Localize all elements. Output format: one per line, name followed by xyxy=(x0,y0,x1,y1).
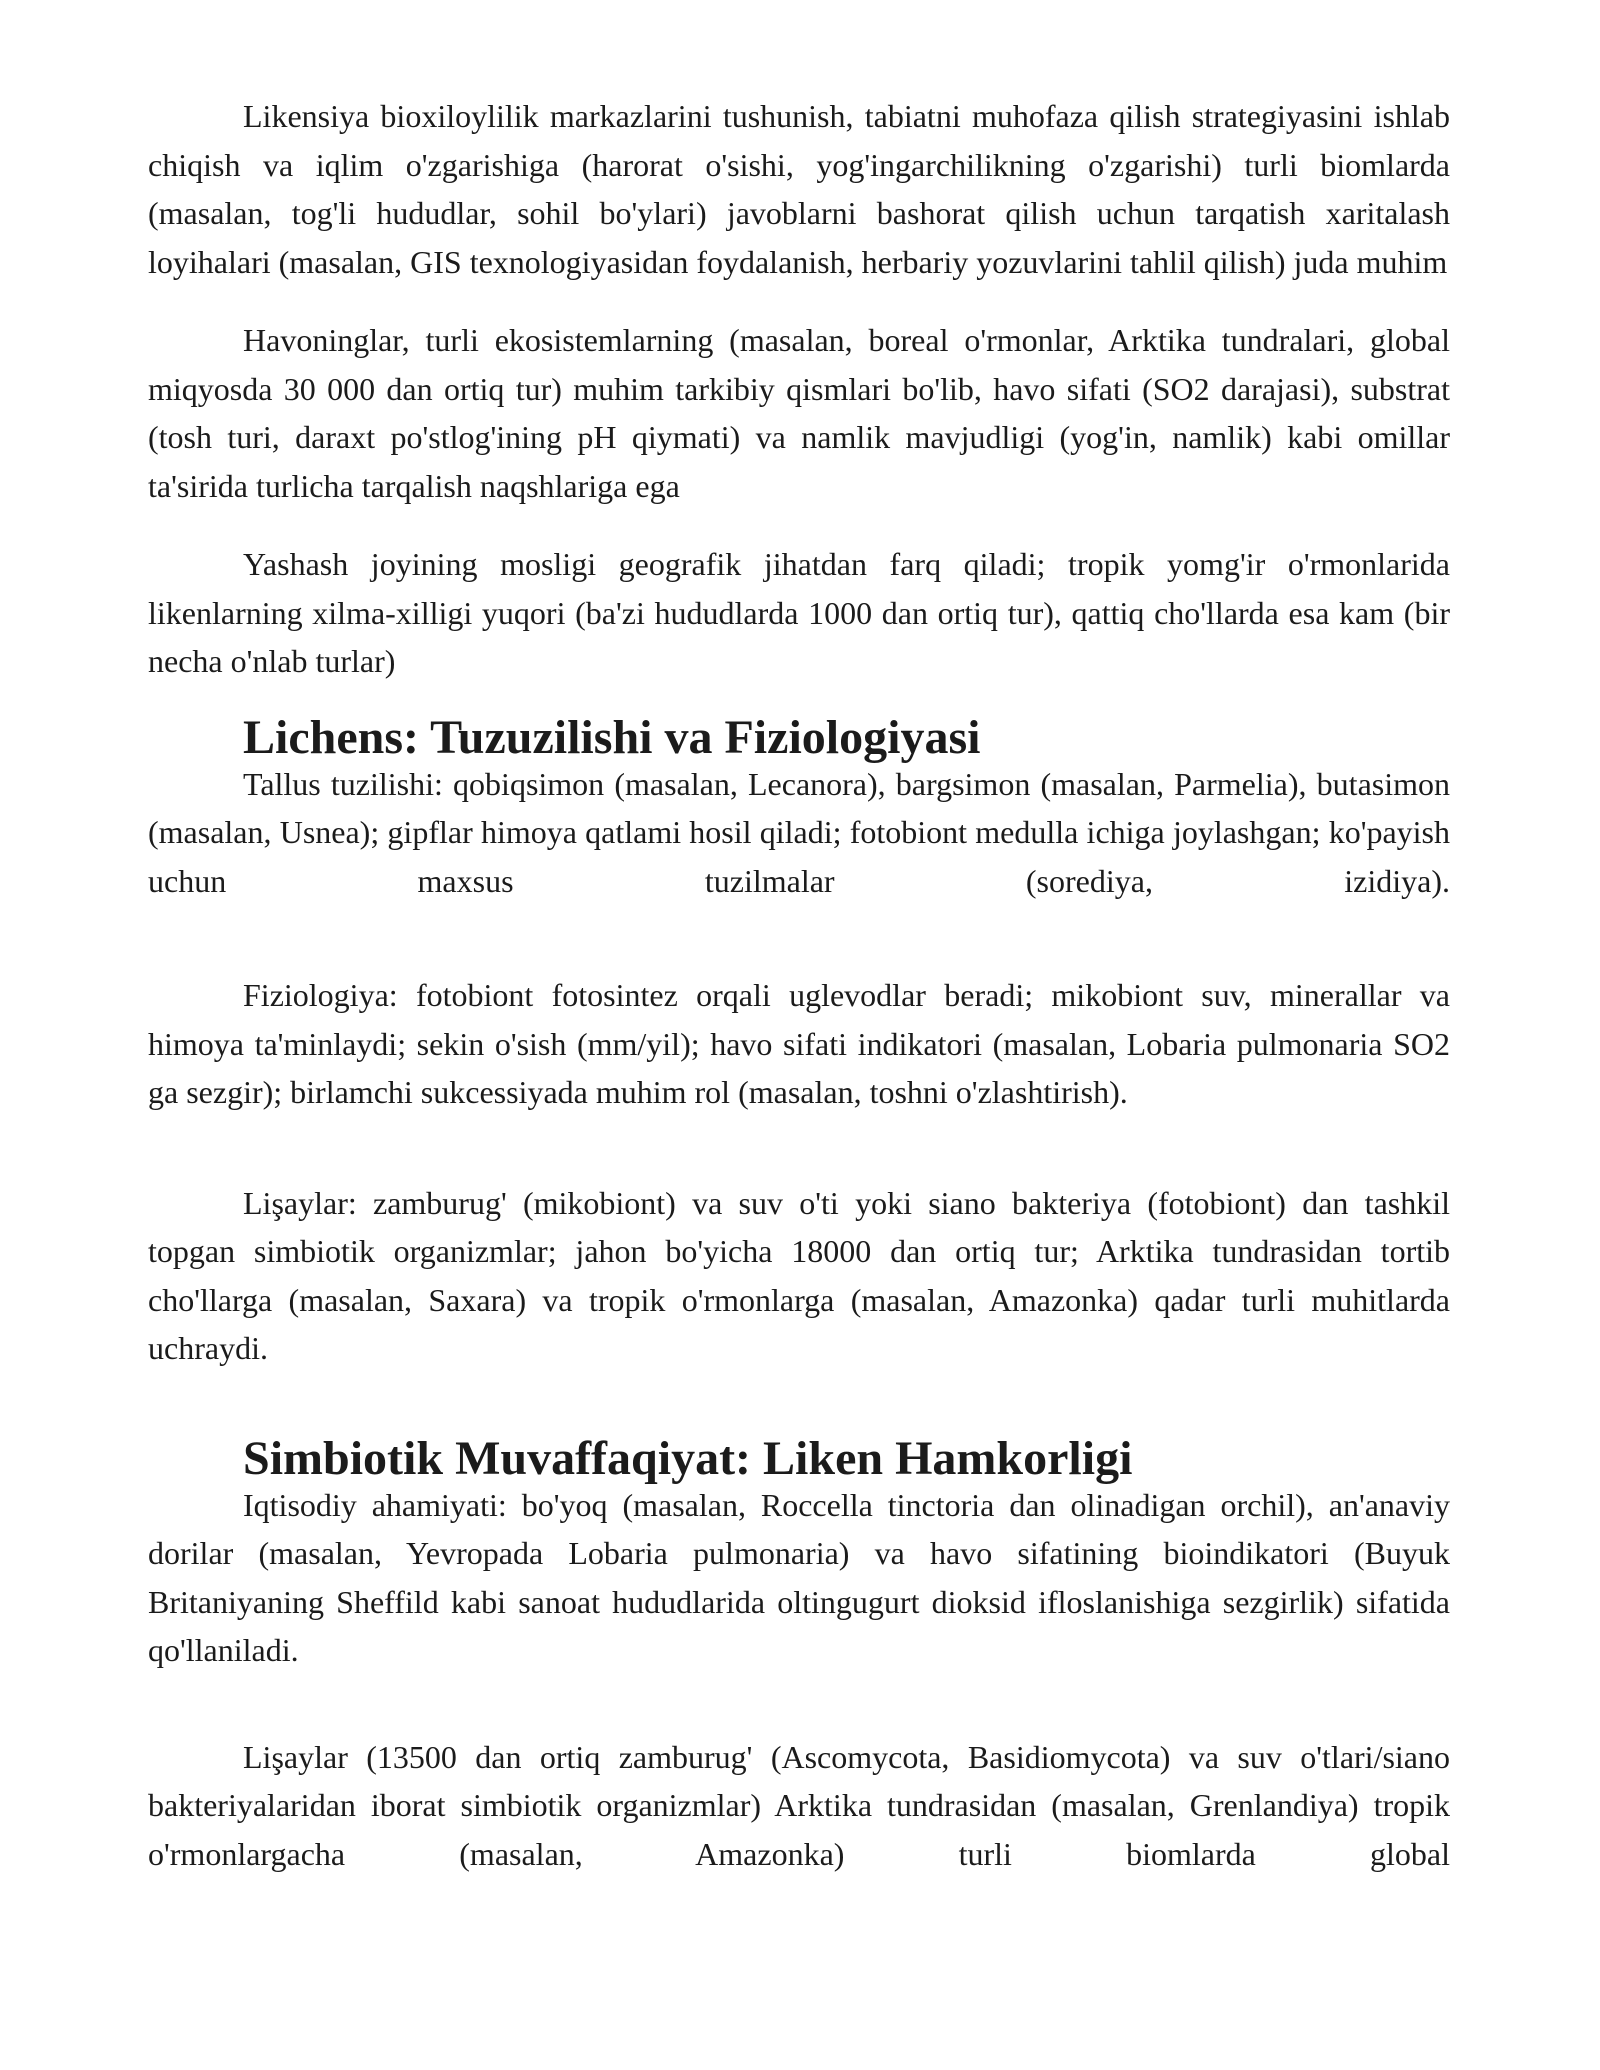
paragraph-havoninglar-distribution: Havoninglar, turli ekosistemlarning (masalan, boreal o'rmonlar, Arktika tundralari, global miqyosda 30 000 dan ortiq tur) muhim tarkibiy qismlari bo'lib, havo sifati (SO2 darajasi), substrat (tosh turi, daraxt po'stlog'ining pH qiymati) va namlik mavjudligi (yog'in, namlik) kabi omillar ta'sirida turlicha tarqalish naqshlariga ega xyxy=(148,322,1450,504)
paragraph-lisaylar-global-distribution: Lişaylar (13500 dan ortiq zamburug' (Ascomycota, Basidiomycota) va suv o'tlari/siano bakteriyalaridan iborat simbiotik organizmlar) Arktika tundrasidan (masalan, Grenlandiya) tropik o'rmonlargacha (masalan, Amazonka) turli biomlarda global xyxy=(148,1738,1450,1872)
document-body xyxy=(148,92,1450,1878)
paragraph-physiology: Fiziologiya: fotobiont fotosintez orqali uglevodlar beradi; mikobiont suv, minerallar va himoya ta'minlaydi; sekin o'sish (mm/yil); havo sifati indikatori (masalan, Lobaria pulmonaria SO2 ga sezgir); birlamchi sukcessiyada muhim rol (masalan, toshni o'zlashtirish). xyxy=(148,977,1450,1110)
paragraph-habitat-suitability: Yashash joyining mosligi geografik jihatdan farq qiladi; tropik yomg'ir o'rmonlarida likenlarning xilma-xilligi yuqori (ba'zi hududlarda 1000 dan ortiq tur), qattiq cho'llarda esa kam (bir necha o'nlab turlar) xyxy=(148,546,1450,679)
paragraph-economic-importance: Iqtisodiy ahamiyati: bo'yoq (masalan, Roccella tinctoria dan olinadigan orchil), an'anaviy dorilar (masalan, Yevropada Lobaria pulmonaria) va havo sifatining bioindikatori (Buyuk Britaniyaning Sheffild kabi sanoat hududlarida oltingugurt dioksid ifloslanishiga sezgirlik) sifatida qo'llaniladi. xyxy=(148,1486,1450,1668)
paragraph-thallus-structure: Tallus tuzilishi: qobiqsimon (masalan, Lecanora), bargsimon (masalan, Parmelia), butasimon (masalan, Usnea); gipflar himoya qatlami hosil qiladi; fotobiont medulla ichiga joylashgan; ko'payish uchun maxsus tuzilmalar (sorediya, izidiya). xyxy=(148,765,1450,899)
paragraph-lichen-biodiversity-hotspots: Likensiya bioxiloylilik markazlarini tushunish, tabiatni muhofaza qilish strategiyasini ishlab chiqish va iqlim o'zgarishiga (harorat o'sishi, yog'ingarchilikning o'zgarishi) turli biomlarda (masalan, tog'li hududlar, sohil bo'ylari) javoblarni bashorat qilish uchun tarqatish xaritalash loyihalari (masalan, GIS texnologiyasidan foydalanish, herbariy yozuvlarini tahlil qilish) juda muhim xyxy=(148,98,1450,280)
paragraph-lisaylar-symbiosis: Lişaylar: zamburug' (mikobiont) va suv o'ti yoki siano bakteriya (fotobiont) dan tashkil topgan simbiotik organizmlar; jahon bo'yicha 18000 dan ortiq tur; Arktika tundrasidan tortib cho'llarga (masalan, Saxara) va tropik o'rmonlarga (masalan, Amazonka) qadar turli muhitlarda uchraydi. xyxy=(148,1184,1450,1366)
section-heading-symbiotic-success: Simbiotik Muvaffaqiyat: Liken Hamkorligi xyxy=(243,1431,1133,1485)
section-heading-structure-physiology: Lichens: Tuzuzilishi va Fiziologiyasi xyxy=(243,710,981,764)
